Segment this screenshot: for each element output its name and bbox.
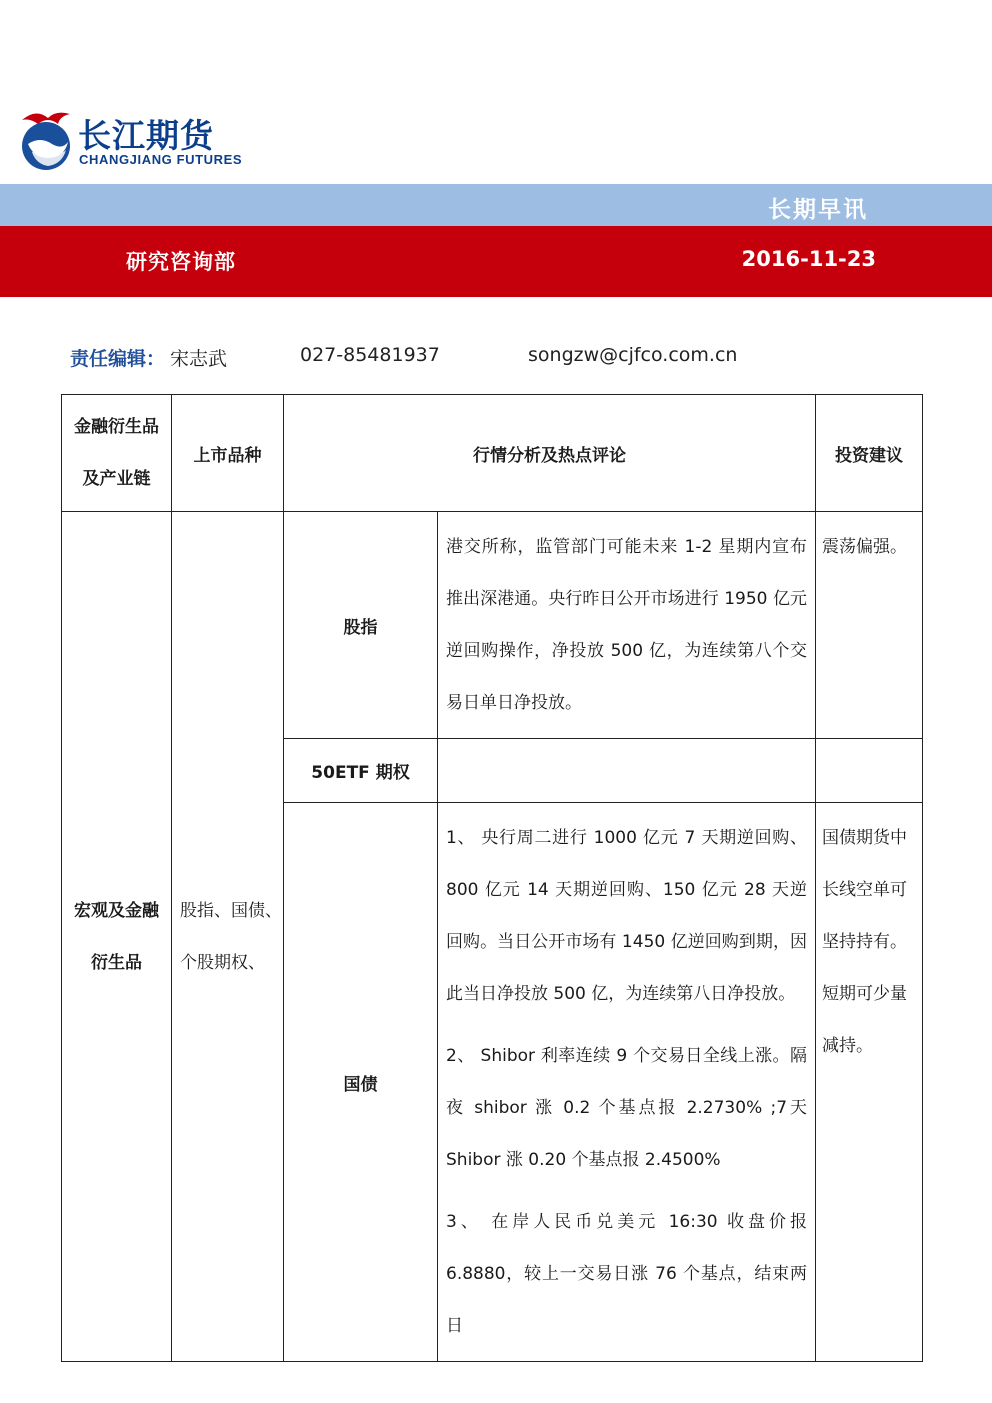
editor-email[interactable]: songzw@cjfco.com.cn (528, 344, 738, 366)
report-title: 长期早讯 (768, 197, 868, 223)
editor-phone: 027-85481937 (300, 344, 440, 366)
header-category: 金融衍生品 及产业链 (62, 395, 172, 512)
header-advice: 投资建议 (816, 395, 923, 512)
analysis-stock-index: 港交所称，监管部门可能未来 1-2 星期内宣布推出深港通。央行昨日公开市场进行 1950 亿元逆回购操作，净投放 500 亿，为连续第八个交易日单日净投放。 (438, 512, 816, 739)
report-date: 2016-11-23 (741, 247, 876, 271)
row-name-stock-index: 股指 (284, 512, 438, 739)
editor-name: 宋志武 (170, 348, 228, 370)
department-name: 研究咨询部 (126, 250, 236, 274)
logo-chinese-name: 长江期货 (78, 116, 214, 155)
title-band (0, 184, 992, 226)
row-name-50etf-option: 50ETF 期权 (284, 739, 438, 803)
analysis-treasury: 1、 央行周二进行 1000 亿元 7 天期逆回购、800 亿元 14 天期逆回购、150 亿元 28 天逆回购。当日公开市场有 1450 亿逆回购到期，因此当日净投放 500 亿，为连续第八日净投放。 2、 Shibor 利率连续 9 个交易日全线上涨。隔夜 shibor 涨 0.2 个基点报 2.2730% ;7天 Shibor 涨 0.20 个基点报 2.4500% 3、 在岸人民币兑美元 16:30 收盘价报 6.8880，较上一交易日涨 76 个基点，结束两日 (438, 803, 816, 1362)
table-row (62, 512, 923, 739)
advice-50etf-option (816, 739, 923, 803)
market-analysis-table (61, 394, 923, 1362)
products-cell: 股指、国债、 个股期权、 (172, 512, 284, 1362)
row-name-treasury: 国债 (284, 803, 438, 1362)
table-header-row (62, 395, 923, 512)
logo-english-name: CHANGJIANG FUTURES (79, 152, 243, 167)
advice-treasury: 国债期货中长线空单可坚持持有。短期可少量减持。 (816, 803, 923, 1362)
header-analysis: 行情分析及热点评论 (284, 395, 816, 512)
advice-stock-index: 震荡偏强。 (816, 512, 923, 739)
analysis-50etf-option (438, 739, 816, 803)
editor-label: 责任编辑： (70, 348, 166, 370)
department-band (0, 226, 992, 297)
header-products: 上市品种 (172, 395, 284, 512)
category-cell: 宏观及金融 衍生品 (62, 512, 172, 1362)
